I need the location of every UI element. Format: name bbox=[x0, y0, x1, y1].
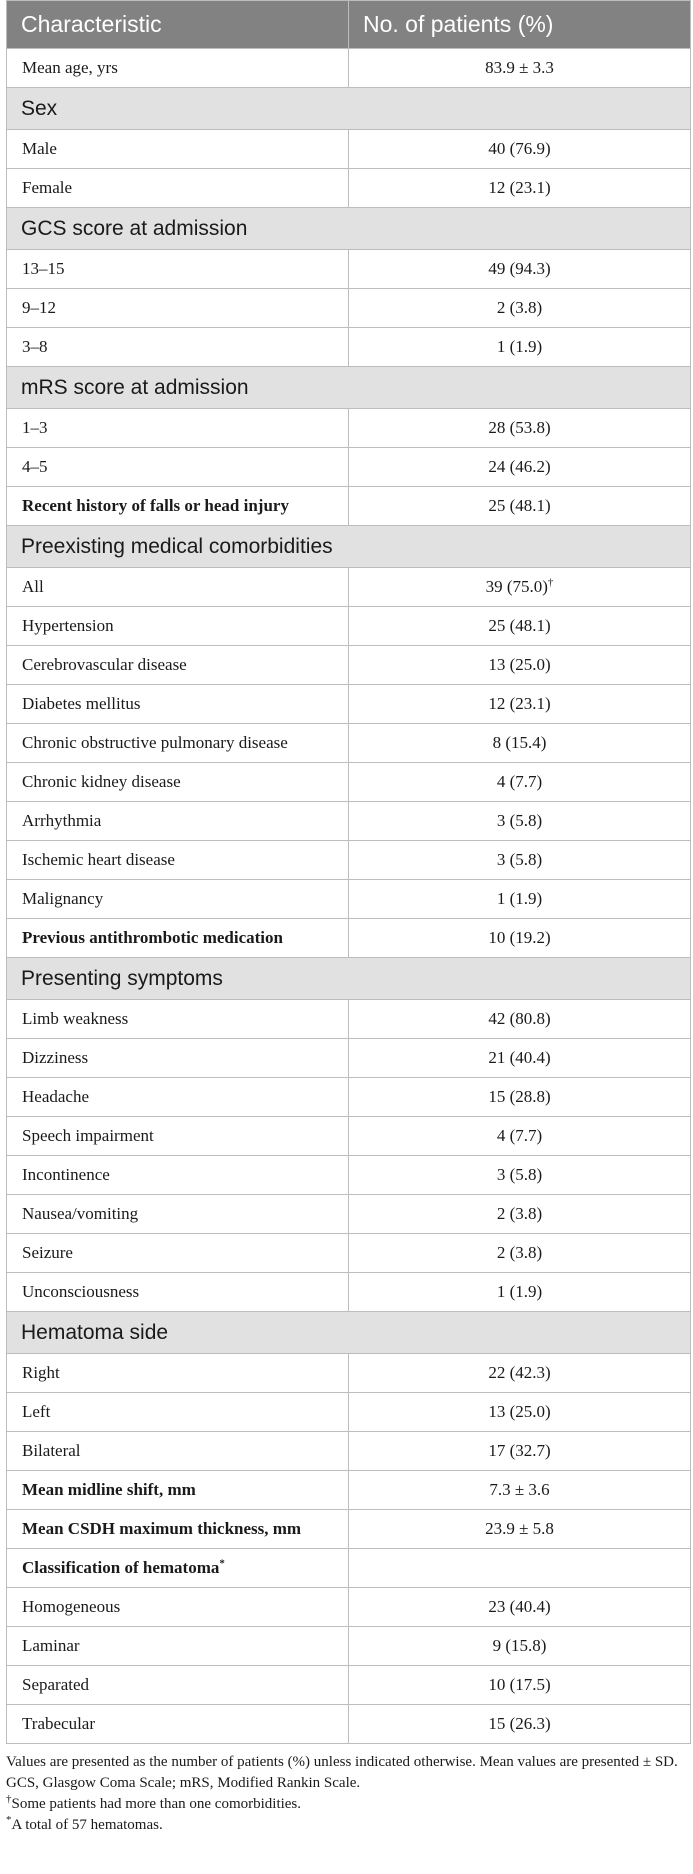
row-value bbox=[349, 289, 691, 328]
row-value-text: 2 (3.8) bbox=[496, 1204, 543, 1223]
row-value-text: 39 (75.0) bbox=[485, 577, 548, 596]
column-header-patients: No. of patients (%) bbox=[349, 1, 691, 49]
row-value-text: 9 (15.8) bbox=[492, 1636, 547, 1655]
row-label-text: Dizziness bbox=[22, 1048, 89, 1067]
row-label bbox=[7, 880, 349, 919]
row-value bbox=[349, 1078, 691, 1117]
row-label bbox=[7, 1627, 349, 1666]
section-title: Preexisting medical comorbidities bbox=[7, 526, 691, 568]
row-label bbox=[7, 685, 349, 724]
row-value-text: 1 (1.9) bbox=[496, 337, 543, 356]
row-label bbox=[7, 1156, 349, 1195]
row-value-text: 7.3 ± 3.6 bbox=[489, 1480, 550, 1499]
row-value bbox=[349, 49, 691, 88]
row-label-text: Limb weakness bbox=[22, 1009, 129, 1028]
row-label-text: Hypertension bbox=[22, 616, 114, 635]
dagger-mark: † bbox=[6, 1793, 12, 1805]
row-label bbox=[7, 169, 349, 208]
table-row bbox=[7, 919, 691, 958]
row-value-text: 12 (23.1) bbox=[488, 694, 551, 713]
table-row bbox=[7, 130, 691, 169]
row-value-text: 2 (3.8) bbox=[496, 298, 543, 317]
table-row bbox=[7, 1039, 691, 1078]
row-value-text: 23.9 ± 5.8 bbox=[485, 1519, 554, 1538]
row-value bbox=[349, 1156, 691, 1195]
row-value bbox=[349, 568, 691, 607]
table-row bbox=[7, 1666, 691, 1705]
row-value bbox=[349, 685, 691, 724]
row-label bbox=[7, 1705, 349, 1744]
table-row bbox=[7, 1705, 691, 1744]
row-label-text: Ischemic heart disease bbox=[22, 850, 175, 869]
table-row bbox=[7, 1117, 691, 1156]
row-label bbox=[7, 1354, 349, 1393]
row-label-text: Unconsciousness bbox=[22, 1282, 140, 1301]
row-value bbox=[349, 448, 691, 487]
section-title: Hematoma side bbox=[7, 1312, 691, 1354]
row-value bbox=[349, 1273, 691, 1312]
footnote-abbreviations: GCS, Glasgow Coma Scale; mRS, Modified Rankin Scale. bbox=[6, 1775, 361, 1791]
table-row bbox=[7, 1549, 691, 1588]
row-label-text: Incontinence bbox=[22, 1165, 110, 1184]
row-value-text: 3 (5.8) bbox=[496, 850, 543, 869]
row-label bbox=[7, 250, 349, 289]
table-row bbox=[7, 328, 691, 367]
section-header-row bbox=[7, 526, 691, 568]
row-label bbox=[7, 1195, 349, 1234]
row-value-text: 23 (40.4) bbox=[488, 1597, 551, 1616]
section-header-row bbox=[7, 1312, 691, 1354]
row-label bbox=[7, 1039, 349, 1078]
row-value bbox=[349, 1627, 691, 1666]
row-value-text: 13 (25.0) bbox=[488, 1402, 551, 1421]
row-label-text: Female bbox=[22, 178, 73, 197]
row-label bbox=[7, 1432, 349, 1471]
section-header-row bbox=[7, 208, 691, 250]
row-label-text: Seizure bbox=[22, 1243, 73, 1262]
row-value-text: 4 (7.7) bbox=[496, 772, 543, 791]
table-row bbox=[7, 1195, 691, 1234]
row-value-text: 1 (1.9) bbox=[496, 1282, 543, 1301]
row-value-text: 25 (48.1) bbox=[488, 616, 551, 635]
row-value bbox=[349, 409, 691, 448]
row-label bbox=[7, 409, 349, 448]
footnote-comorbidities: †Some patients had more than one comorbidities. bbox=[6, 1793, 302, 1812]
row-value-text: 22 (42.3) bbox=[488, 1363, 551, 1382]
row-label-text: Previous antithrombotic medication bbox=[22, 928, 283, 947]
row-label bbox=[7, 919, 349, 958]
footnote-hematomas: *A total of 57 hematomas. bbox=[6, 1814, 163, 1833]
row-label bbox=[7, 1471, 349, 1510]
row-value bbox=[349, 1666, 691, 1705]
row-label bbox=[7, 1000, 349, 1039]
row-label-text: Headache bbox=[22, 1087, 90, 1106]
row-label-text: Bilateral bbox=[22, 1441, 81, 1460]
row-value bbox=[349, 1432, 691, 1471]
row-label bbox=[7, 1393, 349, 1432]
row-label-text: 1–3 bbox=[22, 418, 48, 437]
row-value-text: 21 (40.4) bbox=[488, 1048, 551, 1067]
row-label-text: Mean CSDH maximum thickness, mm bbox=[22, 1519, 302, 1538]
row-value bbox=[349, 250, 691, 289]
section-header-row bbox=[7, 88, 691, 130]
section-header-row bbox=[7, 367, 691, 409]
row-value-text: 2 (3.8) bbox=[496, 1243, 543, 1262]
row-label-text: 3–8 bbox=[22, 337, 48, 356]
row-value bbox=[349, 1705, 691, 1744]
row-value-text: 25 (48.1) bbox=[488, 496, 551, 515]
row-label bbox=[7, 724, 349, 763]
row-value-text: 3 (5.8) bbox=[496, 811, 543, 830]
row-value bbox=[349, 1117, 691, 1156]
row-value bbox=[349, 646, 691, 685]
row-value-text: 3 (5.8) bbox=[496, 1165, 543, 1184]
row-value-text: 13 (25.0) bbox=[488, 655, 551, 674]
row-label bbox=[7, 1588, 349, 1627]
row-label-text: Male bbox=[22, 139, 57, 158]
table-row bbox=[7, 1078, 691, 1117]
row-value-text: 15 (28.8) bbox=[488, 1087, 551, 1106]
row-label bbox=[7, 607, 349, 646]
row-label-text: Mean midline shift, mm bbox=[22, 1480, 196, 1499]
row-value bbox=[349, 1588, 691, 1627]
table-row bbox=[7, 448, 691, 487]
row-label bbox=[7, 448, 349, 487]
row-label-text: Mean age, yrs bbox=[22, 58, 118, 77]
row-label-text: 13–15 bbox=[22, 259, 65, 278]
row-value bbox=[349, 487, 691, 526]
row-value bbox=[349, 919, 691, 958]
row-value bbox=[349, 1195, 691, 1234]
asterisk-mark: * bbox=[6, 1814, 12, 1826]
row-value-text: 40 (76.9) bbox=[488, 139, 551, 158]
row-label bbox=[7, 646, 349, 685]
row-value-text: 8 (15.4) bbox=[492, 733, 547, 752]
row-value bbox=[349, 130, 691, 169]
row-label bbox=[7, 328, 349, 367]
row-value-text: 17 (32.7) bbox=[488, 1441, 551, 1460]
row-label-text: Chronic kidney disease bbox=[22, 772, 181, 791]
table-row bbox=[7, 250, 691, 289]
table-row bbox=[7, 685, 691, 724]
row-label-text: Diabetes mellitus bbox=[22, 694, 141, 713]
row-label-text: 9–12 bbox=[22, 298, 56, 317]
table-row bbox=[7, 409, 691, 448]
row-label bbox=[7, 1549, 349, 1588]
row-value-text: 1 (1.9) bbox=[496, 889, 543, 908]
row-label-text: Left bbox=[22, 1402, 51, 1421]
row-value bbox=[349, 841, 691, 880]
table-row bbox=[7, 841, 691, 880]
row-label bbox=[7, 487, 349, 526]
table-footnotes bbox=[6, 1752, 690, 1836]
row-label-text: 4–5 bbox=[22, 457, 48, 476]
row-label-text: Trabecular bbox=[22, 1714, 96, 1733]
footnote-values: Values are presented as the number of patients (%) unless indicated otherwise. Mean values are presented ± SD. bbox=[6, 1754, 678, 1770]
row-value-text: 10 (19.2) bbox=[488, 928, 551, 947]
table-row bbox=[7, 1354, 691, 1393]
row-label-text: Nausea/vomiting bbox=[22, 1204, 139, 1223]
table-row bbox=[7, 1510, 691, 1549]
row-value bbox=[349, 880, 691, 919]
table-row bbox=[7, 763, 691, 802]
row-label-text: Recent history of falls or head injury bbox=[22, 496, 289, 515]
row-value bbox=[349, 169, 691, 208]
row-value-text: 49 (94.3) bbox=[488, 259, 551, 278]
table-row bbox=[7, 1432, 691, 1471]
column-header-characteristic: Characteristic bbox=[7, 1, 349, 49]
row-value-text: 10 (17.5) bbox=[488, 1675, 551, 1694]
table-row bbox=[7, 49, 691, 88]
row-label bbox=[7, 130, 349, 169]
row-value bbox=[349, 328, 691, 367]
table-row bbox=[7, 1588, 691, 1627]
characteristics-table bbox=[6, 0, 691, 1744]
table-row bbox=[7, 1393, 691, 1432]
table-row bbox=[7, 1156, 691, 1195]
section-title: Presenting symptoms bbox=[7, 958, 691, 1000]
table-row bbox=[7, 568, 691, 607]
row-label bbox=[7, 49, 349, 88]
row-label-text: Speech impairment bbox=[22, 1126, 154, 1145]
table-row bbox=[7, 1471, 691, 1510]
table-row bbox=[7, 724, 691, 763]
row-value bbox=[349, 763, 691, 802]
row-label-text: All bbox=[22, 577, 44, 596]
row-value bbox=[349, 1471, 691, 1510]
row-label-text: Malignancy bbox=[22, 889, 104, 908]
section-header-row bbox=[7, 958, 691, 1000]
row-label bbox=[7, 568, 349, 607]
row-value bbox=[349, 802, 691, 841]
row-value-text: 15 (26.3) bbox=[488, 1714, 551, 1733]
section-title: Sex bbox=[7, 88, 691, 130]
table-row bbox=[7, 487, 691, 526]
row-value-text: 42 (80.8) bbox=[488, 1009, 551, 1028]
row-value-text: 24 (46.2) bbox=[488, 457, 551, 476]
row-label bbox=[7, 1234, 349, 1273]
row-value bbox=[349, 724, 691, 763]
row-value bbox=[349, 1393, 691, 1432]
table-row bbox=[7, 1273, 691, 1312]
table-body bbox=[7, 49, 691, 1744]
section-title: mRS score at admission bbox=[7, 367, 691, 409]
row-value bbox=[349, 1234, 691, 1273]
row-label bbox=[7, 1666, 349, 1705]
table-row bbox=[7, 802, 691, 841]
table-row bbox=[7, 607, 691, 646]
table-row bbox=[7, 646, 691, 685]
row-label bbox=[7, 802, 349, 841]
row-label-text: Right bbox=[22, 1363, 60, 1382]
row-value bbox=[349, 607, 691, 646]
table-row bbox=[7, 289, 691, 328]
row-value bbox=[349, 1000, 691, 1039]
table-row bbox=[7, 880, 691, 919]
table-row bbox=[7, 169, 691, 208]
table-row bbox=[7, 1627, 691, 1666]
row-label bbox=[7, 841, 349, 880]
row-label bbox=[7, 1273, 349, 1312]
table-row bbox=[7, 1000, 691, 1039]
row-label-text: Separated bbox=[22, 1675, 90, 1694]
row-label bbox=[7, 763, 349, 802]
row-label-text: Laminar bbox=[22, 1636, 80, 1655]
footnote-marker: * bbox=[219, 1557, 225, 1570]
row-value bbox=[349, 1039, 691, 1078]
row-label-text: Chronic obstructive pulmonary disease bbox=[22, 733, 288, 752]
row-label bbox=[7, 289, 349, 328]
row-label bbox=[7, 1078, 349, 1117]
row-label-text: Cerebrovascular disease bbox=[22, 655, 187, 674]
row-label bbox=[7, 1510, 349, 1549]
section-title: GCS score at admission bbox=[7, 208, 691, 250]
row-label-text: Homogeneous bbox=[22, 1597, 121, 1616]
row-value-text: 83.9 ± 3.3 bbox=[485, 58, 554, 77]
row-value bbox=[349, 1354, 691, 1393]
table-row bbox=[7, 1234, 691, 1273]
row-label-text: Classification of hematoma bbox=[22, 1558, 220, 1577]
row-value bbox=[349, 1549, 691, 1588]
row-value-text: 28 (53.8) bbox=[488, 418, 551, 437]
row-label bbox=[7, 1117, 349, 1156]
table-header-row bbox=[7, 1, 691, 49]
row-value-text: 12 (23.1) bbox=[488, 178, 551, 197]
footnote-marker: † bbox=[547, 576, 554, 589]
row-value-text: 4 (7.7) bbox=[496, 1126, 543, 1145]
row-value bbox=[349, 1510, 691, 1549]
row-label-text: Arrhythmia bbox=[22, 811, 102, 830]
